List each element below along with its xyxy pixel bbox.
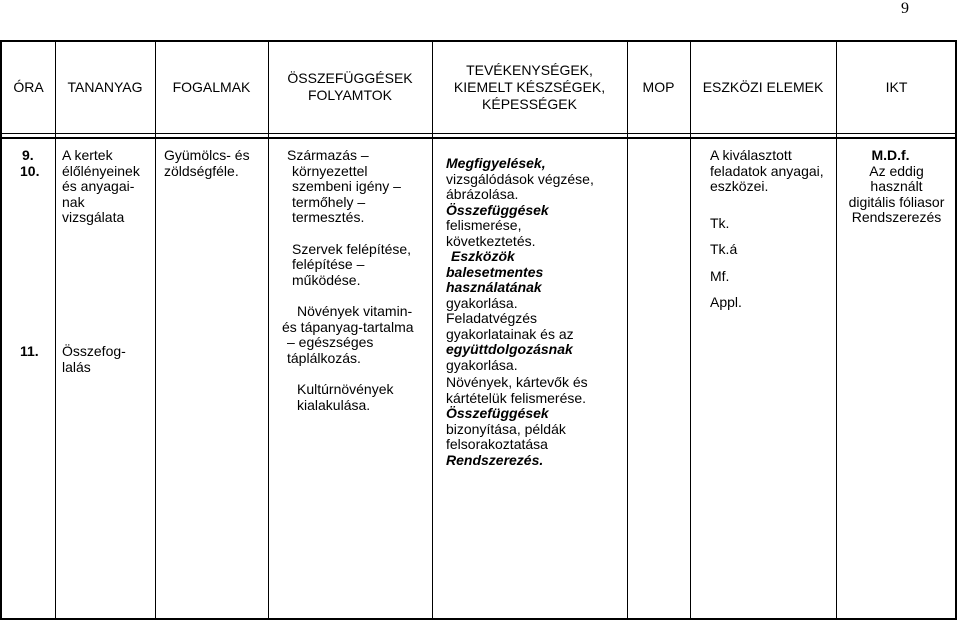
tananyag-line: élőlényeinek — [62, 162, 140, 179]
osszefuggesek-cell — [282, 148, 414, 413]
tev-line: következtetés. — [446, 232, 536, 249]
osszef-line: termőhely – — [292, 193, 366, 210]
osszef-line: és tápanyag-tartalma — [282, 318, 414, 335]
ikt-line: Rendszerezés — [851, 209, 942, 225]
ora-cell — [22, 148, 39, 179]
fogalmak-cell — [164, 148, 250, 179]
tananyag-line: Összefog- — [62, 343, 126, 359]
fogalmak-line: zöldségféle. — [164, 162, 239, 179]
tev-line: Feladatvégzés — [446, 310, 538, 326]
col-divider — [268, 42, 269, 618]
osszef-line: kialakulása. — [297, 396, 371, 413]
ikt-line: használt — [870, 178, 923, 194]
osszef-line: Szervek felépítése, — [292, 240, 412, 257]
header-tevekenysegek-line: KIEMELT KÉSZSÉGEK, — [453, 78, 606, 95]
tev-line: gyakorlatainak és az — [446, 325, 574, 342]
eszkozi-line: Tk. — [710, 214, 730, 231]
lesson-number: 11. — [20, 343, 39, 359]
col-divider — [155, 42, 156, 618]
tev-line: Összefüggések — [446, 405, 549, 421]
tananyag-line: vizsgálata — [62, 209, 125, 225]
osszef-line: környezettel — [292, 162, 368, 179]
osszef-line: Származás – — [287, 147, 369, 163]
header-osszefuggesek-line: FOLYAMTOK — [307, 87, 392, 103]
tev-line: Növények, kártevők és — [446, 374, 588, 390]
eszkozi-line: eszközei. — [710, 178, 769, 194]
eszkozi-line: A kiválasztott — [710, 147, 792, 163]
osszef-line: felépítése – — [292, 256, 365, 272]
tev-line: felsorakoztatása — [446, 436, 548, 452]
header-osszefuggesek — [268, 62, 432, 112]
header-ora: ÓRA — [13, 78, 44, 95]
row-divider — [2, 137, 955, 139]
osszef-line: szembeni igény – — [292, 178, 401, 194]
tev-line: Eszközök — [451, 248, 515, 264]
ikt-line: Az eddig — [869, 162, 924, 179]
col-divider — [55, 42, 56, 618]
tananyag-line: és anyagai- — [62, 178, 135, 194]
col-divider — [432, 42, 433, 618]
eszkozi-line: Tk.á — [710, 241, 738, 257]
header-tananyag: TANANYAG — [67, 78, 143, 95]
fogalmak-line: Gyümölcs- és — [164, 147, 250, 163]
tev-line: vizsgálódások végzése, — [446, 170, 594, 187]
eszkozi-cell — [710, 148, 824, 311]
header-mop: MOP — [642, 78, 675, 95]
osszef-line: működése. — [292, 271, 361, 288]
tev-line: bizonyítása, példák — [446, 420, 566, 437]
header-fogalmak: FOGALMAK — [172, 78, 251, 95]
header-ikt: IKT — [885, 78, 908, 95]
tev-line: balesetmentes — [446, 263, 544, 280]
header-eszkozi: ESZKÖZI ELEMEK — [702, 78, 824, 95]
tev-line: gyakorlása. — [446, 356, 518, 373]
tev-line: Rendszerezés. — [446, 451, 544, 468]
osszef-line: táplálkozás. — [287, 349, 361, 366]
tananyag-summary — [62, 344, 126, 375]
lesson-number: 9. — [22, 147, 34, 163]
eszkozi-line: Mf. — [710, 267, 730, 284]
tananyag-cell — [62, 148, 140, 226]
osszef-line: termesztés. — [292, 209, 365, 225]
tev-line: felismerése, — [446, 217, 522, 233]
tev-line: Összefüggések — [446, 201, 549, 218]
lesson-number: 10. — [20, 162, 40, 179]
tananyag-line: nak — [62, 193, 85, 210]
page-number: 9 — [901, 0, 909, 17]
osszef-line: Kultúrnövények — [297, 381, 394, 397]
col-divider — [690, 42, 691, 618]
ikt-line: M.D.f. — [871, 147, 910, 163]
tev-line: együttdolgozásnak — [446, 341, 573, 357]
header-tevekenysegek-line: KÉPESSÉGEK — [482, 95, 577, 112]
osszef-line: – egészséges — [287, 334, 374, 350]
header-osszefuggesek-line: ÖSSZEFÜGGÉSEK — [287, 70, 413, 86]
ikt-line: digitális fóliasor — [848, 193, 945, 210]
eszkozi-line: Appl. — [710, 294, 742, 310]
col-divider — [836, 42, 837, 618]
tev-line: gyakorlása. — [446, 294, 518, 311]
col-divider — [627, 42, 628, 618]
tev-line: ábrázolása. — [446, 186, 519, 202]
tananyag-line: A kertek — [62, 147, 113, 163]
tev-line: kártételük felismerése. — [446, 389, 587, 406]
header-tevekenysegek-line: TEVÉKENYSÉGEK, — [466, 61, 593, 78]
tev-line: használatának — [446, 279, 542, 295]
tev-line: Megfigyelések, — [446, 155, 546, 171]
header-tevekenysegek — [432, 62, 627, 112]
tananyag-line: lalás — [62, 358, 91, 375]
ikt-cell — [836, 148, 957, 226]
osszef-line: Növények vitamin- — [297, 303, 413, 319]
row-divider — [2, 133, 955, 134]
eszkozi-line: feladatok anyagai, — [710, 162, 824, 179]
tevekenysegek-cell — [446, 156, 594, 468]
